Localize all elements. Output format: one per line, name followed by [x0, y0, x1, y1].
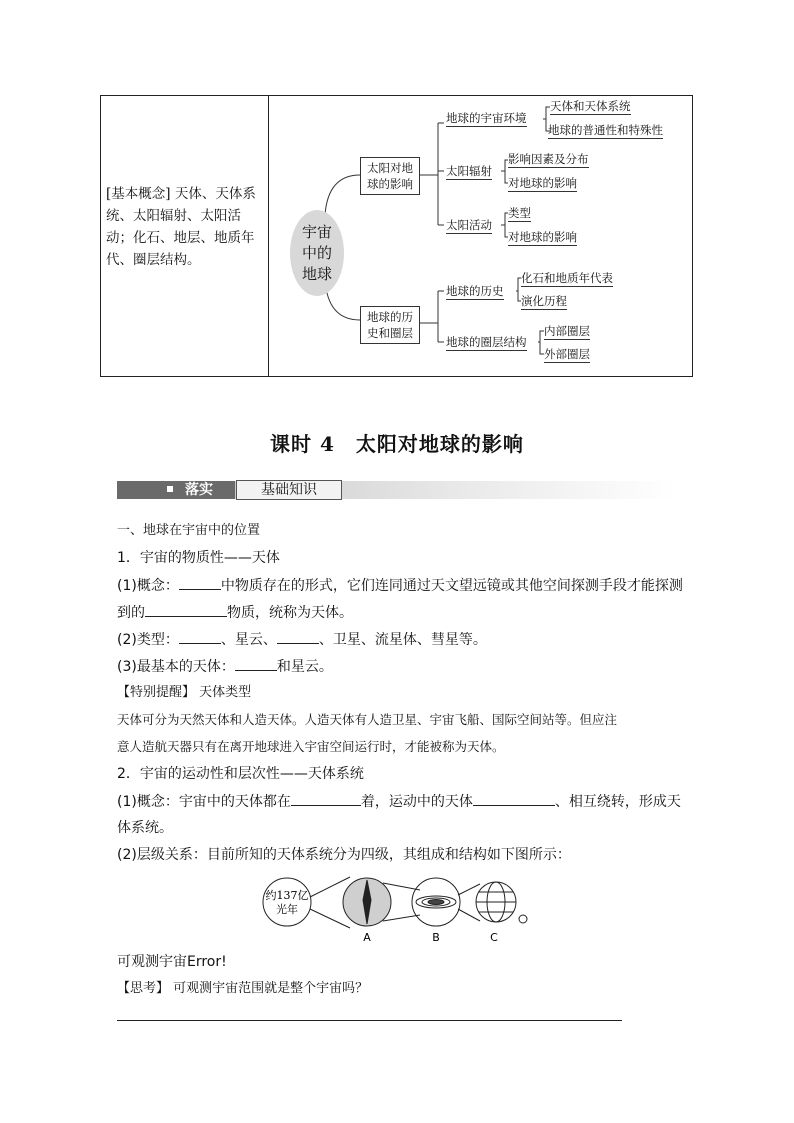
concept-line-1 [117, 575, 683, 596]
system-line-2: 体系统。 [117, 820, 173, 836]
tip-title: 【特别提醒】 天体类型 [117, 685, 252, 700]
root-line-2: 中的 [301, 244, 332, 262]
text: (1)概念：宇宙中的天体都在 [117, 794, 291, 810]
bullet-icon [167, 486, 173, 492]
text: 中物质存在的形式，它们连同通过天文望远镜或其他空间探测手段才能探测 [220, 578, 683, 594]
mindmap-leaf: 天体和天体系统 [550, 99, 631, 113]
mindmap-leaf: 演化历程 [521, 294, 567, 308]
banner-dark-text: 落实 [185, 482, 213, 498]
think-prompt: 【思考】 可观测宇宙范围就是整个宇宙吗？ [117, 981, 369, 996]
subsection-heading: 1．宇宙的物质性——天体 [117, 550, 280, 566]
universe-label-1: 约137亿 [265, 889, 309, 902]
mindmap-leaf: 对地球的影响 [508, 230, 577, 244]
mindmap-node: 地球的宇宙环境 [446, 111, 527, 125]
answer-line[interactable] [117, 1020, 622, 1021]
root-line-1: 宇宙 [301, 223, 332, 241]
label-c: C [490, 931, 498, 944]
mindmap-branch-history [360, 306, 420, 344]
text: 、卫星、流星体、彗星等。 [318, 632, 487, 648]
branch1-line2: 球的影响 [367, 177, 413, 191]
universe-label-2: 光年 [276, 903, 298, 916]
mindmap-node: 地球的圈层结构 [446, 335, 527, 349]
banner-light-label: 基础知识 [236, 480, 342, 500]
text: 、相互绕转，形成天 [554, 794, 681, 810]
text: (2)类型： [117, 632, 179, 648]
fill-blank[interactable] [473, 791, 555, 806]
label-b: B [432, 931, 440, 944]
mindmap-leaf: 影响因素及分布 [508, 152, 589, 166]
tip-line-2: 意人造航天器只有在离开地球进入宇宙空间运行时，才能被称为天体。 [117, 739, 505, 754]
branch1-line1: 太阳对地 [367, 161, 413, 175]
basic-line [117, 656, 333, 677]
hierarchy-line: (2)层级关系：目前所知的天体系统分为四级，其组成和结构如下图所示： [117, 847, 571, 863]
mindmap-root [290, 210, 344, 296]
root-line-3: 地球 [301, 265, 332, 283]
branch2-line1: 地球的历 [367, 310, 413, 324]
universe-circle [263, 878, 311, 926]
mindmap-node: 太阳辐射 [446, 164, 492, 178]
text: (1)概念： [117, 578, 179, 594]
mindmap-node: 太阳活动 [446, 218, 492, 232]
text: 着，运动中的天体 [360, 794, 473, 810]
mindmap-leaf: 类型 [508, 206, 531, 220]
text: 到的 [117, 605, 145, 621]
concept-tag: [基本概念] [106, 186, 171, 202]
mindmap-leaf: 对地球的影响 [508, 176, 577, 190]
banner-dark-label [117, 481, 235, 499]
mindmap-branch-sun [360, 157, 420, 195]
mindmap-leaf: 外部圈层 [544, 347, 590, 361]
mindmap-leaf: 内部圈层 [544, 324, 590, 338]
hierarchy-figure [260, 875, 535, 945]
moon-icon [519, 915, 527, 923]
system-line-1 [117, 791, 681, 812]
mindmap-leaf: 地球的普通性和特殊性 [548, 123, 663, 137]
concept-line-2 [117, 602, 353, 623]
label-a: A [363, 931, 371, 944]
subsection-heading-2: 2．宇宙的运动性和层次性——天体系统 [117, 766, 364, 782]
mindmap-node: 地球的历史 [446, 284, 504, 298]
fill-blank[interactable] [179, 575, 221, 590]
text: (3)最基本的天体： [117, 659, 235, 675]
text: 、星云、 [220, 632, 277, 648]
text: 和星云。 [276, 659, 333, 675]
section-heading: 一、地球在宇宙中的位置 [117, 523, 261, 538]
lesson-title: 课时 4 太阳对地球的影响 [270, 432, 524, 456]
type-line [117, 629, 487, 650]
concept-cell [106, 183, 264, 271]
fill-blank[interactable] [179, 629, 221, 644]
observable-universe-line: 可观测宇宙Error! [117, 954, 227, 970]
fill-blank[interactable] [145, 602, 227, 617]
concept-text: 天体、天体系统、太阳辐射、太阳活动；化石、地层、地质年代、圈层结构。 [106, 186, 256, 268]
mindmap-leaf: 化石和地质年代表 [521, 271, 613, 285]
fill-blank[interactable] [235, 656, 277, 671]
branch2-line2: 史和圈层 [367, 326, 413, 340]
fill-blank[interactable] [291, 791, 361, 806]
tip-line-1: 天体可分为天然天体和人造天体。人造天体有人造卫星、宇宙飞船、国际空间站等。但应注 [117, 712, 618, 727]
text: 物质，统称为天体。 [227, 605, 353, 621]
fill-blank[interactable] [277, 629, 319, 644]
